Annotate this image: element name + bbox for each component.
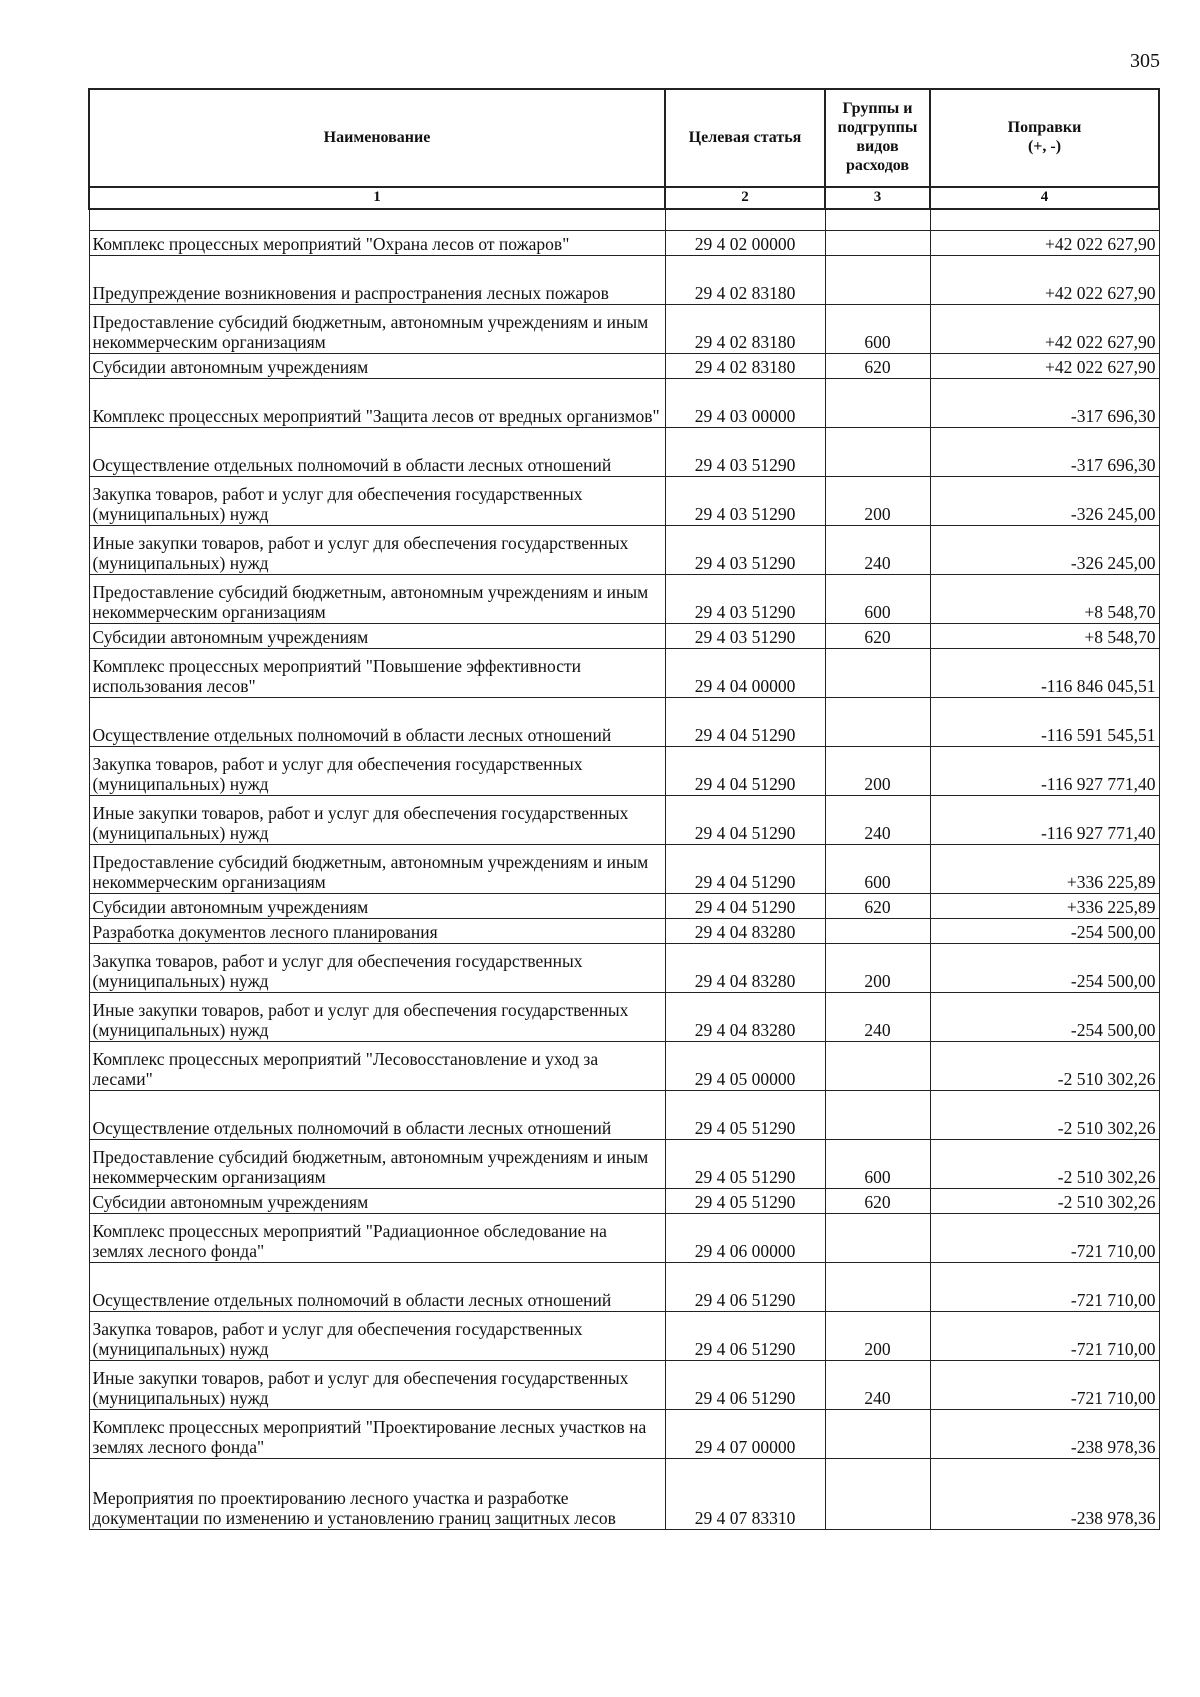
row-target-code: 29 4 04 51290 [665, 894, 825, 919]
row-expense-group [825, 1042, 930, 1091]
row-target-code: 29 4 05 51290 [665, 1189, 825, 1214]
row-name: Предоставление субсидий бюджетным, автономным учреждениям и иным некоммерческим организациям [89, 575, 665, 624]
row-name: Предоставление субсидий бюджетным, автономным учреждениям и иным некоммерческим организациям [89, 845, 665, 894]
row-name: Комплекс процессных мероприятий "Радиационное обследование на землях лесного фонда" [89, 1214, 665, 1263]
row-target-code: 29 4 02 83180 [665, 354, 825, 379]
row-name: Комплекс процессных мероприятий "Повышение эффективности использования лесов" [89, 649, 665, 698]
table-row [89, 305, 1159, 354]
row-amendment: -2 510 302,26 [930, 1091, 1159, 1140]
row-expense-group: 200 [825, 747, 930, 796]
row-name: Иные закупки товаров, работ и услуг для обеспечения государственных (муниципальных) нужд [89, 1361, 665, 1410]
row-amendment: +336 225,89 [930, 894, 1159, 919]
row-expense-group: 200 [825, 1312, 930, 1361]
row-name: Мероприятия по проектированию лесного участка и разработке документации по изменению и установлению границ защитных лесов [89, 1459, 665, 1530]
table-row [89, 1459, 1159, 1530]
row-amendment: -2 510 302,26 [930, 1042, 1159, 1091]
row-target-code: 29 4 04 51290 [665, 796, 825, 845]
table-row [89, 256, 1159, 305]
row-name: Закупка товаров, работ и услуг для обеспечения государственных (муниципальных) нужд [89, 944, 665, 993]
row-amendment: -721 710,00 [930, 1361, 1159, 1410]
row-name: Осуществление отдельных полномочий в области лесных отношений [89, 1263, 665, 1312]
row-amendment: -721 710,00 [930, 1214, 1159, 1263]
table-row [89, 944, 1159, 993]
column-number: 1 [89, 187, 665, 209]
table-row [89, 477, 1159, 526]
row-target-code: 29 4 05 00000 [665, 1042, 825, 1091]
row-target-code: 29 4 03 51290 [665, 428, 825, 477]
row-expense-group: 240 [825, 993, 930, 1042]
row-expense-group [825, 1091, 930, 1140]
row-amendment: -254 500,00 [930, 919, 1159, 944]
row-expense-group [825, 698, 930, 747]
row-expense-group [825, 1459, 930, 1530]
row-amendment: -116 927 771,40 [930, 747, 1159, 796]
row-amendment: -116 846 045,51 [930, 649, 1159, 698]
row-amendment: -317 696,30 [930, 379, 1159, 428]
row-expense-group [825, 1214, 930, 1263]
row-name: Осуществление отдельных полномочий в области лесных отношений [89, 1091, 665, 1140]
row-name: Предоставление субсидий бюджетным, автономным учреждениям и иным некоммерческим организациям [89, 1140, 665, 1189]
table-row [89, 1312, 1159, 1361]
row-target-code: 29 4 04 00000 [665, 649, 825, 698]
row-amendment: -721 710,00 [930, 1263, 1159, 1312]
row-amendment: +8 548,70 [930, 624, 1159, 649]
row-name: Комплекс процессных мероприятий "Защита лесов от вредных организмов" [89, 379, 665, 428]
page-number: 305 [1130, 50, 1160, 72]
row-name: Предоставление субсидий бюджетным, автономным учреждениям и иным некоммерческим организациям [89, 305, 665, 354]
table-row [89, 1361, 1159, 1410]
row-expense-group [825, 1410, 930, 1459]
row-name: Предупреждение возникновения и распространения лесных пожаров [89, 256, 665, 305]
row-target-code: 29 4 03 51290 [665, 477, 825, 526]
row-expense-group: 620 [825, 624, 930, 649]
row-expense-group: 620 [825, 1189, 930, 1214]
table-row [89, 428, 1159, 477]
table-row [89, 1042, 1159, 1091]
row-amendment: -2 510 302,26 [930, 1189, 1159, 1214]
row-expense-group [825, 256, 930, 305]
row-target-code: 29 4 03 00000 [665, 379, 825, 428]
row-expense-group [825, 1263, 930, 1312]
column-number: 4 [930, 187, 1159, 209]
table-header [89, 89, 1159, 209]
table-row [89, 379, 1159, 428]
row-name: Комплекс процессных мероприятий "Лесовосстановление и уход за лесами" [89, 1042, 665, 1091]
row-target-code: 29 4 04 83280 [665, 944, 825, 993]
table-row [89, 796, 1159, 845]
row-expense-group: 620 [825, 894, 930, 919]
row-amendment: +8 548,70 [930, 575, 1159, 624]
header-target: Целевая статья [665, 89, 825, 187]
row-amendment: -116 591 545,51 [930, 698, 1159, 747]
row-target-code: 29 4 04 83280 [665, 993, 825, 1042]
row-name: Иные закупки товаров, работ и услуг для обеспечения государственных (муниципальных) нужд [89, 796, 665, 845]
row-expense-group [825, 428, 930, 477]
row-name: Субсидии автономным учреждениям [89, 624, 665, 649]
column-number: 2 [665, 187, 825, 209]
row-amendment: -254 500,00 [930, 944, 1159, 993]
row-name: Субсидии автономным учреждениям [89, 894, 665, 919]
row-amendment: -326 245,00 [930, 526, 1159, 575]
row-expense-group: 240 [825, 796, 930, 845]
row-name: Разработка документов лесного планирования [89, 919, 665, 944]
row-expense-group [825, 649, 930, 698]
row-target-code: 29 4 03 51290 [665, 624, 825, 649]
header-amendments-sign: (+, -) [1027, 138, 1062, 155]
row-name: Закупка товаров, работ и услуг для обеспечения государственных (муниципальных) нужд [89, 477, 665, 526]
row-name: Осуществление отдельных полномочий в области лесных отношений [89, 698, 665, 747]
row-amendment: +42 022 627,90 [930, 231, 1159, 256]
table-body [89, 209, 1159, 1530]
row-expense-group: 600 [825, 845, 930, 894]
row-name: Осуществление отдельных полномочий в области лесных отношений [89, 428, 665, 477]
row-expense-group: 620 [825, 354, 930, 379]
row-target-code: 29 4 05 51290 [665, 1091, 825, 1140]
table-row [89, 624, 1159, 649]
table-row [89, 845, 1159, 894]
row-target-code: 29 4 04 51290 [665, 845, 825, 894]
row-name: Закупка товаров, работ и услуг для обеспечения государственных (муниципальных) нужд [89, 1312, 665, 1361]
budget-amendments-table [88, 88, 1160, 1530]
row-amendment: +42 022 627,90 [930, 305, 1159, 354]
row-target-code: 29 4 03 51290 [665, 575, 825, 624]
table-row [89, 649, 1159, 698]
table-row [89, 698, 1159, 747]
row-target-code: 29 4 04 83280 [665, 919, 825, 944]
table-row [89, 231, 1159, 256]
header-amendments-title: Поправки [1007, 119, 1082, 137]
table-row [89, 1140, 1159, 1189]
row-expense-group: 600 [825, 575, 930, 624]
row-target-code: 29 4 06 51290 [665, 1312, 825, 1361]
table-row [89, 1189, 1159, 1214]
row-amendment: -116 927 771,40 [930, 796, 1159, 845]
row-name: Комплекс процессных мероприятий "Проектирование лесных участков на землях лесного фонда" [89, 1410, 665, 1459]
table-row [89, 1214, 1159, 1263]
row-amendment: -317 696,30 [930, 428, 1159, 477]
row-name: Иные закупки товаров, работ и услуг для обеспечения государственных (муниципальных) нужд [89, 526, 665, 575]
row-expense-group [825, 919, 930, 944]
row-target-code: 29 4 02 00000 [665, 231, 825, 256]
row-name: Комплекс процессных мероприятий "Охрана лесов от пожаров" [89, 231, 665, 256]
row-expense-group [825, 379, 930, 428]
header-groups: Группы и подгруппы видов расходов [825, 89, 930, 187]
table-row [89, 575, 1159, 624]
table-row [89, 747, 1159, 796]
row-amendment: -326 245,00 [930, 477, 1159, 526]
row-amendment: +42 022 627,90 [930, 354, 1159, 379]
row-expense-group: 200 [825, 944, 930, 993]
row-expense-group: 240 [825, 1361, 930, 1410]
row-target-code: 29 4 04 51290 [665, 698, 825, 747]
header-name: Наименование [89, 89, 665, 187]
table-row [89, 894, 1159, 919]
row-target-code: 29 4 02 83180 [665, 256, 825, 305]
row-amendment: -254 500,00 [930, 993, 1159, 1042]
row-expense-group [825, 231, 930, 256]
table-row [89, 1091, 1159, 1140]
row-amendment: +336 225,89 [930, 845, 1159, 894]
table-row [89, 1263, 1159, 1312]
table-row [89, 1410, 1159, 1459]
row-expense-group: 240 [825, 526, 930, 575]
row-amendment: -238 978,36 [930, 1459, 1159, 1530]
table-row [89, 919, 1159, 944]
row-target-code: 29 4 04 51290 [665, 747, 825, 796]
header-amendments [930, 89, 1159, 187]
row-target-code: 29 4 06 00000 [665, 1214, 825, 1263]
row-expense-group: 200 [825, 477, 930, 526]
row-expense-group: 600 [825, 305, 930, 354]
row-amendment: -721 710,00 [930, 1312, 1159, 1361]
row-amendment: +42 022 627,90 [930, 256, 1159, 305]
row-target-code: 29 4 02 83180 [665, 305, 825, 354]
table-row [89, 993, 1159, 1042]
row-name: Иные закупки товаров, работ и услуг для обеспечения государственных (муниципальных) нужд [89, 993, 665, 1042]
row-amendment: -2 510 302,26 [930, 1140, 1159, 1189]
row-target-code: 29 4 05 51290 [665, 1140, 825, 1189]
row-target-code: 29 4 07 00000 [665, 1410, 825, 1459]
row-target-code: 29 4 07 83310 [665, 1459, 825, 1530]
row-amendment: -238 978,36 [930, 1410, 1159, 1459]
row-target-code: 29 4 03 51290 [665, 526, 825, 575]
table-spacer-row [89, 209, 1159, 231]
row-name: Субсидии автономным учреждениям [89, 1189, 665, 1214]
row-name: Субсидии автономным учреждениям [89, 354, 665, 379]
table-row [89, 354, 1159, 379]
column-number: 3 [825, 187, 930, 209]
row-target-code: 29 4 06 51290 [665, 1361, 825, 1410]
row-expense-group: 600 [825, 1140, 930, 1189]
row-target-code: 29 4 06 51290 [665, 1263, 825, 1312]
table-row [89, 526, 1159, 575]
row-name: Закупка товаров, работ и услуг для обеспечения государственных (муниципальных) нужд [89, 747, 665, 796]
